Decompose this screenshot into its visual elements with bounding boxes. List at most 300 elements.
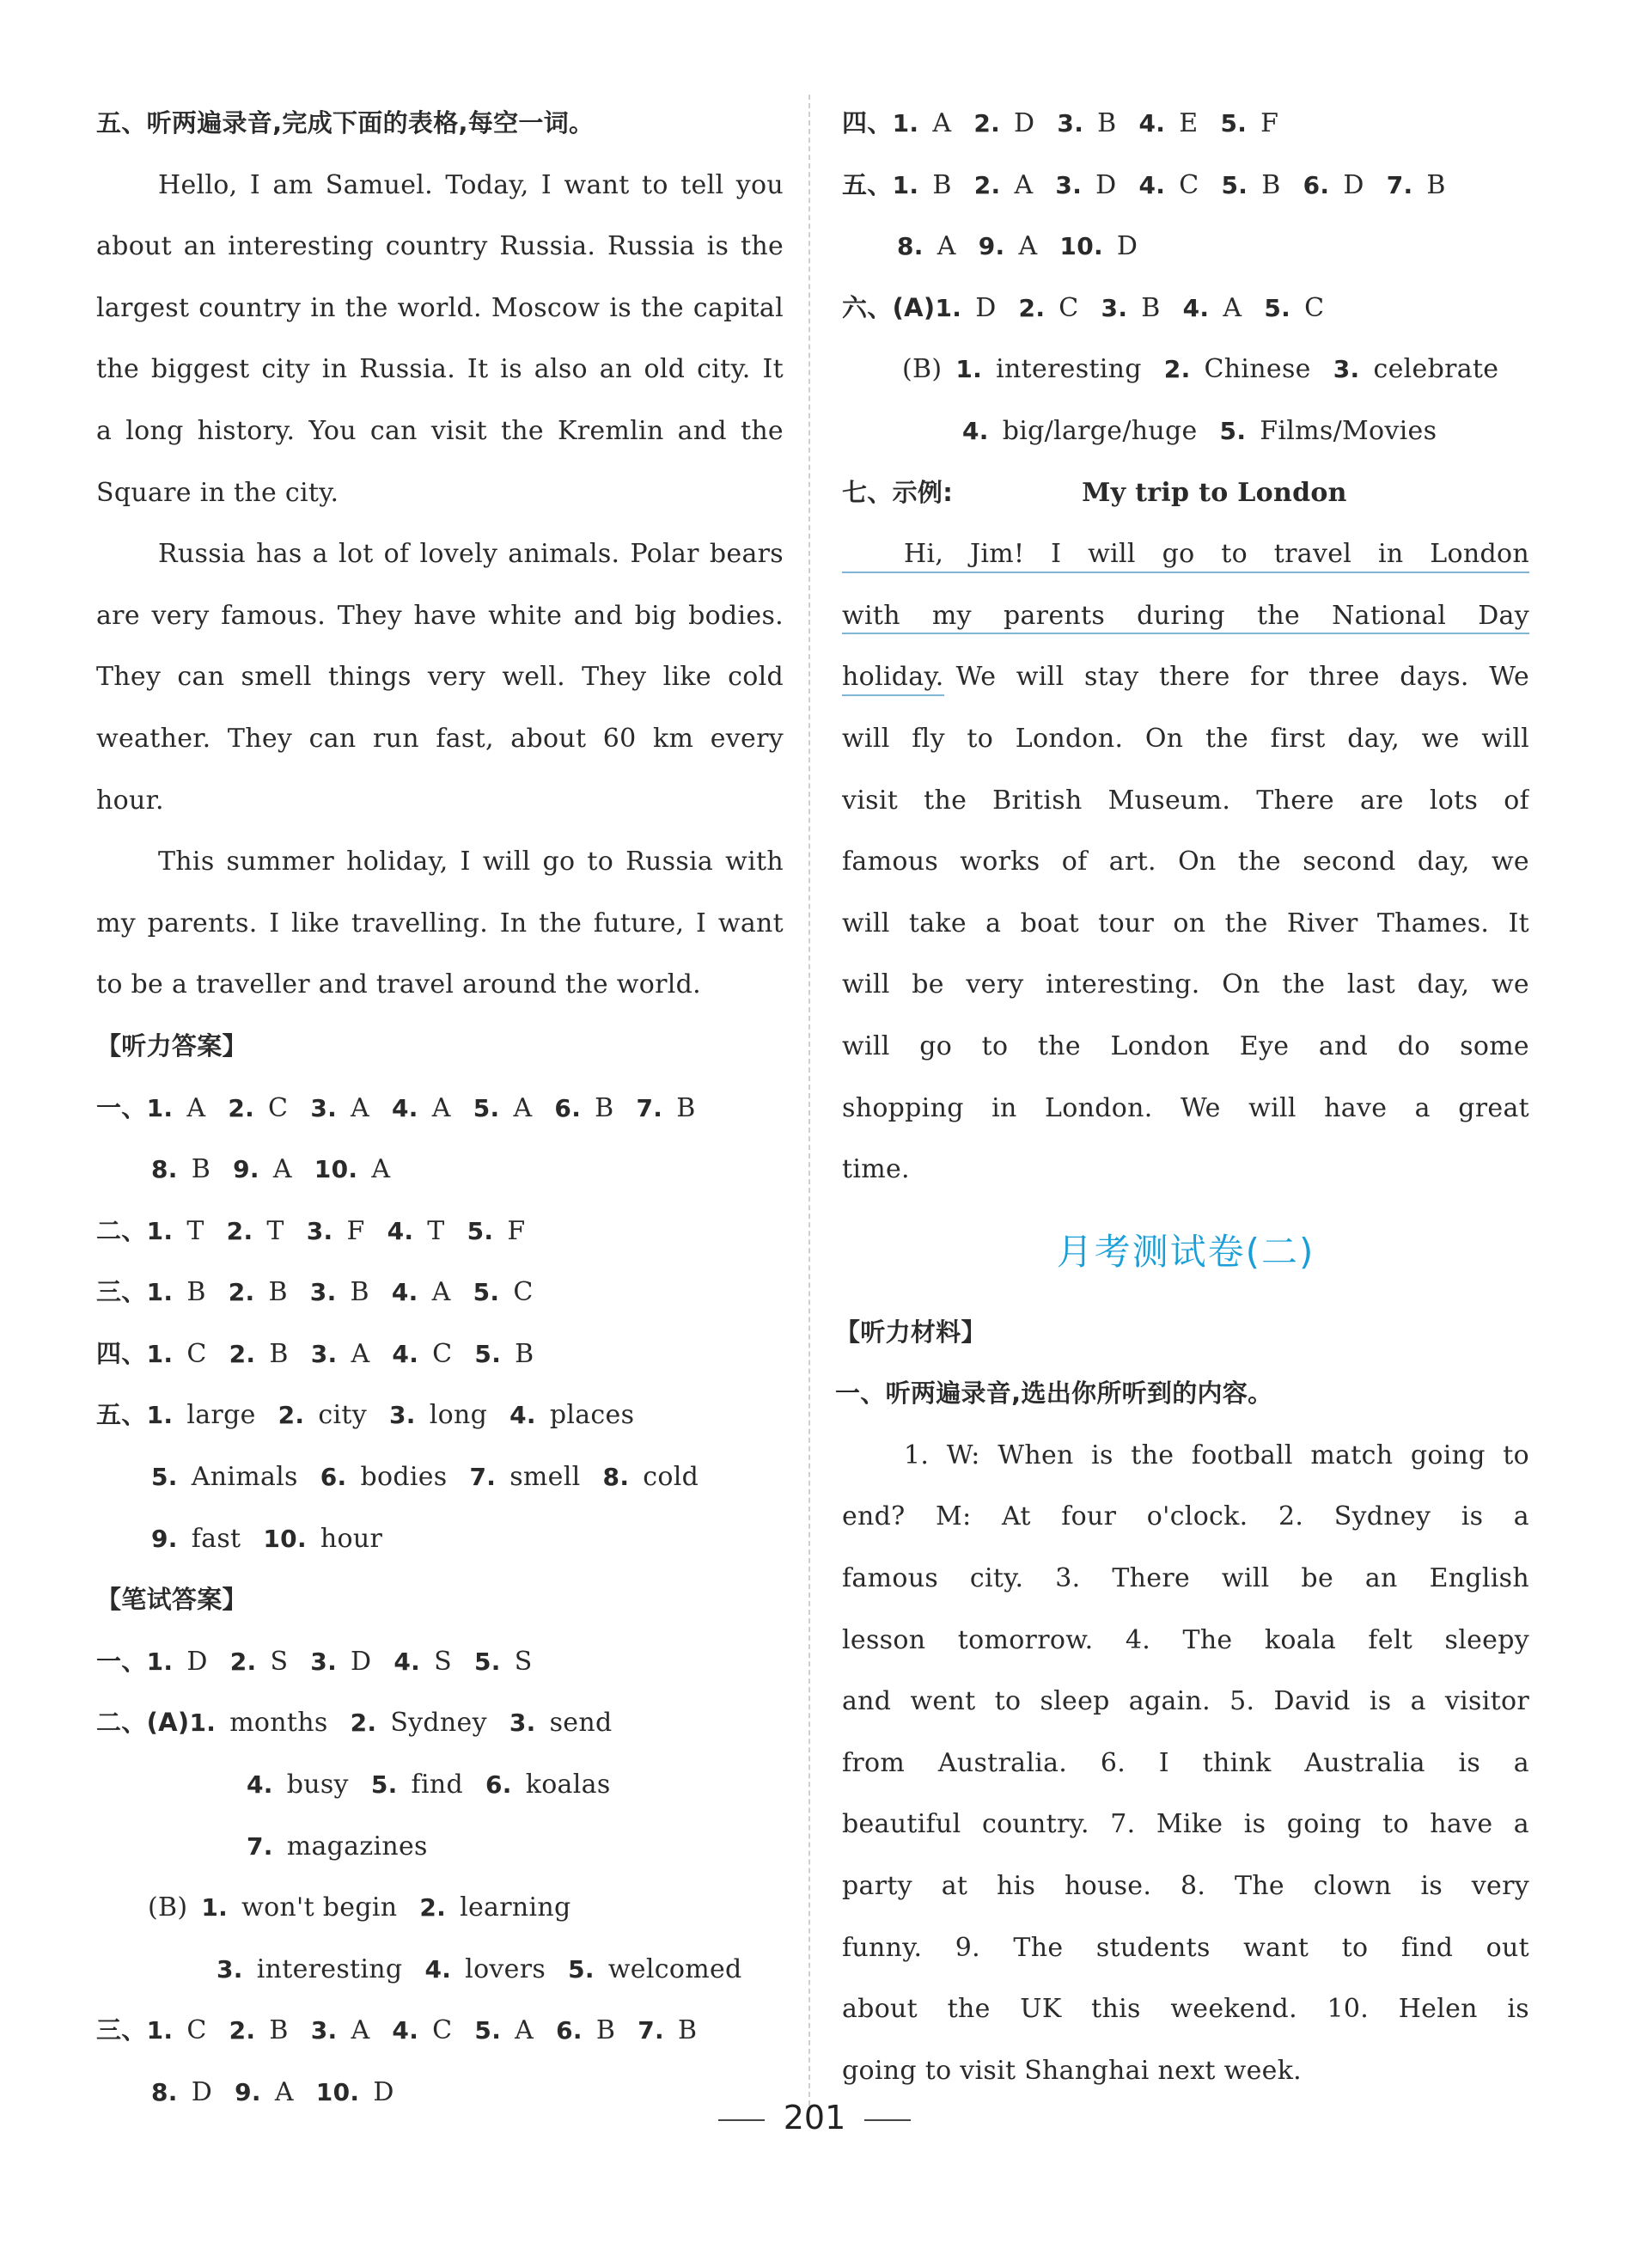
material-line: end? M: At four o'clock. 2. Sydney is a xyxy=(842,1501,1529,1532)
answer-number: 2. xyxy=(228,1278,255,1307)
answer-row-r6b-1 xyxy=(842,339,1529,400)
answer-item xyxy=(419,1892,570,1923)
essay-line: Hi, Jim! I will go to travel in London xyxy=(842,523,1529,585)
answer-item xyxy=(310,1647,371,1677)
answer-number: 2. xyxy=(1018,293,1046,322)
item-prefix: 三、 xyxy=(96,2015,147,2045)
page-number-dash xyxy=(864,2119,911,2121)
answer-value: B xyxy=(515,1338,534,1369)
answer-value: F xyxy=(507,1215,526,1246)
answer-value: A xyxy=(274,2077,294,2107)
answer-item xyxy=(151,1462,298,1492)
answer-item xyxy=(467,1216,526,1246)
answer-number: 1. xyxy=(146,1216,174,1245)
answer-number: 7. xyxy=(638,2016,664,2045)
answer-item xyxy=(147,1400,256,1430)
answer-row-la5-2 xyxy=(96,1446,784,1508)
answer-number: 1. xyxy=(955,355,983,384)
answer-value: A xyxy=(431,1277,451,1308)
answer-value: E xyxy=(1179,108,1199,138)
answer-item xyxy=(1059,231,1138,261)
answer-number: 3. xyxy=(1333,355,1360,384)
answer-value: Chinese xyxy=(1204,354,1311,385)
answer-value: B xyxy=(595,2015,616,2046)
passage-line: hour. xyxy=(96,785,164,816)
answer-value: D xyxy=(1014,108,1035,138)
answer-value: interesting xyxy=(996,354,1142,385)
answer-number: 2. xyxy=(973,109,1001,138)
passage-line: to be a traveller and travel around the world. xyxy=(96,969,701,1000)
answer-item xyxy=(1019,293,1079,323)
answer-item xyxy=(310,1277,369,1307)
answer-number: 5. xyxy=(1264,293,1291,322)
answer-item xyxy=(233,1154,292,1184)
item-prefix: (B) xyxy=(902,354,943,385)
answer-number: 2. xyxy=(973,170,1001,199)
answer-row-r6b-2 xyxy=(842,400,1529,462)
answer-item xyxy=(1055,170,1116,200)
answer-value: B xyxy=(595,1092,614,1123)
answer-value: A xyxy=(513,1092,533,1123)
answer-value: C xyxy=(268,1092,289,1123)
answer-number: 5. xyxy=(370,1770,398,1800)
material-line: lesson tomorrow. 4. The koala felt sleepy xyxy=(842,1624,1529,1655)
essay-line xyxy=(842,646,1529,708)
material-line: 1. W: When is the football match going to xyxy=(904,1440,1529,1470)
answer-value: lovers xyxy=(465,1953,546,1984)
answer-number: 3. xyxy=(309,1278,337,1307)
answer-item xyxy=(201,1892,397,1923)
answer-value: B xyxy=(1426,169,1446,200)
answer-number: 9. xyxy=(233,1155,259,1184)
answer-item xyxy=(470,1462,581,1492)
answer-item xyxy=(897,231,956,261)
answer-row-wa1 xyxy=(96,1631,784,1693)
item-prefix: 六、(A) xyxy=(842,292,936,322)
answer-value: C xyxy=(432,2015,453,2046)
answer-number: 1. xyxy=(146,1339,174,1368)
answer-item xyxy=(424,1954,546,1984)
answer-number: 7. xyxy=(1386,170,1413,199)
answer-item xyxy=(474,2015,534,2045)
answer-number: 5. xyxy=(474,1339,502,1368)
answer-item xyxy=(247,1831,428,1861)
passage-line: the biggest city in Russia. It is also an old city. It xyxy=(96,354,784,385)
passage-paragraph-1 xyxy=(96,155,784,524)
answer-number: 6. xyxy=(554,1093,582,1122)
answer-item xyxy=(307,1216,365,1246)
material-line: about the UK this weekend. 10. Helen is xyxy=(842,1994,1529,2025)
answer-item xyxy=(893,170,952,200)
answer-number: 4. xyxy=(394,1647,421,1676)
page-number-dash xyxy=(718,2119,765,2121)
answer-number: 10. xyxy=(314,1155,358,1184)
passage-paragraph-3 xyxy=(96,831,784,1016)
answer-row-la1-1 xyxy=(96,1078,784,1140)
answer-value: Animals xyxy=(191,1462,298,1493)
answer-value: D xyxy=(1116,231,1138,262)
answer-item xyxy=(955,354,1141,384)
section-title: 月考测试卷(二) xyxy=(1056,1230,1315,1273)
answer-item xyxy=(485,1770,611,1800)
answer-value: C xyxy=(1179,169,1199,200)
answer-value: Sydney xyxy=(390,1708,487,1739)
answer-item xyxy=(229,1277,288,1307)
answer-item xyxy=(227,1216,284,1246)
answer-value: F xyxy=(1260,108,1279,138)
answer-value: C xyxy=(186,2015,207,2046)
answer-value: C xyxy=(1304,292,1325,323)
answer-item xyxy=(392,2015,452,2045)
right-column xyxy=(835,93,1529,2101)
answer-value: D xyxy=(351,1646,372,1677)
answer-number: 8. xyxy=(602,1463,630,1492)
material-line: going to visit Shanghai next week. xyxy=(842,2055,1303,2086)
answer-value: S xyxy=(514,1646,533,1677)
answer-number: 3. xyxy=(310,1093,338,1122)
answer-item xyxy=(509,1708,613,1738)
material-line: funny. 9. The students want to find out xyxy=(842,1932,1529,1963)
answer-item xyxy=(1139,108,1199,138)
answer-value: F xyxy=(346,1215,365,1246)
material-line: party at his house. 8. The clown is very xyxy=(842,1871,1529,1902)
answer-item xyxy=(473,1093,533,1123)
passage-line: largest country in the world. Moscow is the capital xyxy=(96,292,784,323)
answer-value: B xyxy=(268,1277,288,1308)
answer-number: 2. xyxy=(278,1401,305,1430)
answer-value: hour xyxy=(320,1523,383,1554)
essay-line: will go to the London Eye and do some xyxy=(842,1030,1529,1061)
answer-value: bodies xyxy=(360,1462,448,1493)
answer-value: T xyxy=(266,1215,284,1246)
answer-item xyxy=(893,108,952,138)
answer-number: 2. xyxy=(229,2016,256,2045)
answer-value: A xyxy=(351,1338,370,1369)
answer-item xyxy=(392,1339,452,1369)
answer-item xyxy=(1183,293,1242,323)
answer-number: 2. xyxy=(350,1709,377,1738)
answer-number: 2. xyxy=(1163,355,1191,384)
answer-item xyxy=(310,1093,369,1123)
answer-item xyxy=(1303,170,1364,200)
answer-item xyxy=(974,170,1034,200)
answer-value: find xyxy=(411,1770,463,1800)
answer-item xyxy=(311,2015,370,2045)
answer-number: 9. xyxy=(235,2078,261,2106)
passage-line: weather. They can run fast, about 60 km every xyxy=(96,723,784,754)
answer-number: 1. xyxy=(146,1401,174,1430)
answer-number: 4. xyxy=(392,2016,419,2045)
answer-number: 1. xyxy=(146,2016,174,2045)
answer-value: D xyxy=(186,1646,208,1677)
listening-material-heading: 【听力材料】 xyxy=(835,1317,986,1347)
answer-value: busy xyxy=(286,1770,349,1800)
answer-value: magazines xyxy=(286,1831,428,1861)
answer-number: 1. xyxy=(146,1093,174,1122)
answer-value: C xyxy=(432,1338,453,1369)
answer-number: 8. xyxy=(151,1155,178,1184)
answer-row-wa3-1 xyxy=(96,2000,784,2062)
answer-value: A xyxy=(1018,231,1038,262)
answer-row-la5-1 xyxy=(96,1385,784,1446)
answer-item xyxy=(554,1093,613,1123)
answer-value: places xyxy=(549,1400,635,1431)
item-prefix: 四、 xyxy=(842,108,893,138)
answer-item xyxy=(147,1093,206,1123)
answer-number: 4. xyxy=(392,1093,418,1122)
answer-value: months xyxy=(229,1708,328,1739)
answer-item xyxy=(371,1770,463,1800)
answer-value: C xyxy=(1059,292,1079,323)
answer-item xyxy=(1222,170,1281,200)
answer-value: A xyxy=(351,1092,370,1123)
item-prefix: 三、 xyxy=(96,1277,147,1307)
answer-number: 1. xyxy=(189,1709,217,1738)
answer-item xyxy=(979,231,1038,261)
answer-number: 2. xyxy=(229,1339,256,1368)
answer-number: 3. xyxy=(1057,109,1084,138)
listening-material-text xyxy=(842,1425,1529,2102)
answer-number: 7. xyxy=(636,1093,663,1122)
answer-item xyxy=(151,1154,210,1184)
answer-row-r5-1 xyxy=(842,155,1529,217)
answer-number: 4. xyxy=(391,1278,418,1307)
answer-number: 1. xyxy=(146,1647,174,1676)
answer-item xyxy=(1101,293,1161,323)
answer-row-r4 xyxy=(842,93,1529,155)
answer-value: learning xyxy=(460,1892,571,1923)
listening-section5-heading: 五、听两遍录音,完成下面的表格,每空一词。 xyxy=(96,108,595,138)
answer-item xyxy=(387,1216,445,1246)
essay-title: My trip to London xyxy=(1082,477,1347,508)
answer-value: S xyxy=(270,1646,289,1677)
answer-number: 7. xyxy=(247,1831,273,1861)
answer-item xyxy=(568,1954,741,1984)
answer-value: B xyxy=(1141,292,1161,323)
answer-number: 5. xyxy=(1219,416,1247,445)
answer-item xyxy=(962,416,1198,446)
answer-item xyxy=(474,1647,533,1677)
answer-value: cold xyxy=(643,1462,699,1493)
answer-item xyxy=(263,1524,382,1554)
answer-number: 3. xyxy=(388,1401,416,1430)
answer-item xyxy=(147,1647,208,1677)
answer-item xyxy=(151,1524,241,1554)
answer-value: large xyxy=(186,1400,256,1431)
answer-row-wa2a-3 xyxy=(96,1816,784,1878)
answer-value: T xyxy=(186,1215,204,1246)
answer-value: D xyxy=(373,2077,394,2107)
answer-item xyxy=(638,2015,697,2045)
answer-value: send xyxy=(549,1708,613,1739)
answer-item xyxy=(147,2015,207,2045)
answer-number: 10. xyxy=(315,2078,360,2106)
answer-item xyxy=(1220,416,1437,446)
answer-number: 6. xyxy=(485,1770,512,1800)
answer-number: 2. xyxy=(419,1893,447,1923)
item-prefix: 四、 xyxy=(96,1338,147,1368)
answer-item xyxy=(314,1154,390,1184)
answer-row-la2 xyxy=(96,1201,784,1262)
answer-number: 4. xyxy=(962,416,989,445)
answer-item xyxy=(217,1954,402,1984)
item-prefix: 二、 xyxy=(96,1215,147,1245)
answer-value: B xyxy=(932,169,952,200)
answer-value: A xyxy=(272,1154,292,1185)
answer-number: 3. xyxy=(1055,170,1083,199)
answer-number: 1. xyxy=(935,293,962,322)
answer-value: D xyxy=(975,292,997,323)
answer-number: 4. xyxy=(424,1954,452,1984)
answer-number: 9. xyxy=(978,232,1005,261)
answer-value: B xyxy=(186,1277,206,1308)
answer-item xyxy=(392,1093,451,1123)
answer-item xyxy=(228,1093,288,1123)
listening-material-section1-heading: 一、听两遍录音,选出你所听到的内容。 xyxy=(835,1379,1273,1409)
answer-item xyxy=(392,1277,451,1307)
answer-item xyxy=(973,108,1034,138)
sample-essay xyxy=(842,523,1529,1201)
answer-value: koalas xyxy=(525,1770,611,1800)
answer-value: won't begin xyxy=(241,1892,398,1923)
answer-number: 3. xyxy=(509,1709,536,1738)
essay-heading-row xyxy=(842,462,1529,524)
answer-number: 5. xyxy=(474,2016,502,2045)
passage-line: my parents. I like travelling. In the future, I want xyxy=(96,908,784,938)
answer-row-wa2b-2 xyxy=(96,1939,784,2001)
answer-value: C xyxy=(186,1338,207,1369)
passage-line: Square in the city. xyxy=(96,477,339,508)
answer-item xyxy=(603,1462,699,1492)
answer-value: A xyxy=(371,1154,391,1185)
answer-value: B xyxy=(677,2015,698,2046)
answer-number: 7. xyxy=(469,1463,497,1492)
answer-value: B xyxy=(1097,108,1117,138)
answer-number: 3. xyxy=(310,1339,338,1368)
answer-item xyxy=(389,1400,487,1430)
answer-value: A xyxy=(351,2015,370,2046)
page-number xyxy=(0,2099,1629,2137)
answer-value: big/large/huge xyxy=(1002,415,1198,446)
answer-number: 1. xyxy=(146,1278,174,1307)
answer-item xyxy=(1220,108,1278,138)
answer-number: 5. xyxy=(1221,170,1248,199)
answer-value: D xyxy=(1343,169,1364,200)
answer-number: 4. xyxy=(392,1339,419,1368)
answer-value: A xyxy=(932,108,952,138)
material-line: and went to sleep again. 5. David is a visitor xyxy=(842,1686,1529,1717)
answer-item xyxy=(1057,108,1116,138)
answer-number: 5. xyxy=(1220,109,1248,138)
answer-value: city xyxy=(318,1400,367,1431)
answer-number: 4. xyxy=(387,1216,414,1245)
passage-line: about an interesting country Russia. Russia is the xyxy=(96,231,784,262)
essay-line: will be very interesting. On the last day, we xyxy=(842,969,1529,1000)
answer-number: 5. xyxy=(151,1463,178,1492)
answer-number: 1. xyxy=(201,1893,229,1923)
answer-number: 8. xyxy=(897,232,924,261)
item-prefix: 五、 xyxy=(842,169,893,199)
answer-item xyxy=(311,1339,370,1369)
answer-value: fast xyxy=(191,1523,241,1554)
passage-line: They can smell things very well. They like cold xyxy=(96,662,784,693)
left-column xyxy=(96,93,784,2124)
answer-value: B xyxy=(676,1092,696,1123)
answer-value: A xyxy=(186,1092,206,1123)
answer-number: 1. xyxy=(892,109,919,138)
answer-value: D xyxy=(1095,169,1117,200)
answer-number: 3. xyxy=(310,2016,338,2045)
answer-value: S xyxy=(434,1646,452,1677)
material-line: famous city. 3. There will be an English xyxy=(842,1563,1529,1594)
answer-value: interesting xyxy=(256,1953,403,1984)
answer-value: B xyxy=(350,1277,369,1308)
essay-line: will take a boat tour on the River Thames. It xyxy=(842,908,1529,938)
answer-item xyxy=(394,1647,452,1677)
answer-item xyxy=(1333,354,1499,384)
item-prefix: 二、(A) xyxy=(96,1708,190,1738)
answer-row-la1-2 xyxy=(96,1139,784,1201)
answer-row-wa2b-1 xyxy=(96,1877,784,1939)
answer-value: celebrate xyxy=(1373,354,1499,385)
answer-value: smell xyxy=(509,1462,581,1493)
answer-value: B xyxy=(1261,169,1281,200)
answer-item xyxy=(637,1093,696,1123)
answer-value: A xyxy=(515,2015,534,2046)
answer-value: T xyxy=(427,1215,445,1246)
item-prefix: 七、示例: xyxy=(842,477,954,507)
answer-item xyxy=(147,1339,207,1369)
answer-number: 5. xyxy=(473,1647,501,1676)
material-line: beautiful country. 7. Mike is going to have a xyxy=(842,1809,1529,1840)
answer-value: long xyxy=(429,1400,488,1431)
answer-row-wa2a-1 xyxy=(96,1692,784,1754)
answer-item xyxy=(247,1770,349,1800)
column-divider xyxy=(808,95,810,2106)
answer-number: 3. xyxy=(310,1647,338,1676)
answer-value: B xyxy=(269,1338,289,1369)
answer-row-la4 xyxy=(96,1324,784,1385)
item-prefix: 一、 xyxy=(96,1646,147,1676)
answer-number: 4. xyxy=(1138,109,1166,138)
essay-line: shopping in London. We will have a great xyxy=(842,1092,1529,1123)
answer-number: 6. xyxy=(1303,170,1330,199)
answer-item xyxy=(147,1216,204,1246)
essay-line: visit the British Museum. There are lots of xyxy=(842,785,1529,816)
answer-value: A xyxy=(1223,292,1242,323)
answer-item xyxy=(230,1647,289,1677)
answer-item xyxy=(189,1708,327,1738)
answer-item xyxy=(229,1339,289,1369)
answer-number: 2. xyxy=(228,1093,255,1122)
answer-value: D xyxy=(191,2077,213,2107)
passage-line: Hello, I am Samuel. Today, I want to tell you xyxy=(158,169,784,200)
answer-item xyxy=(1387,170,1446,200)
answer-item xyxy=(473,1277,534,1307)
answer-item xyxy=(229,2015,289,2045)
answer-row-la5-3 xyxy=(96,1508,784,1570)
listening-answers-heading: 【听力答案】 xyxy=(96,1030,247,1061)
answer-item xyxy=(147,1277,206,1307)
passage-line: are very famous. They have white and big bodies. xyxy=(96,600,784,631)
answer-number: 4. xyxy=(1138,170,1166,199)
answer-value: C xyxy=(513,1277,534,1308)
passage-line: Russia has a lot of lovely animals. Polar bears xyxy=(158,539,784,570)
answer-value: Films/Movies xyxy=(1260,415,1437,446)
answer-item xyxy=(351,1708,487,1738)
answer-value: A xyxy=(1014,169,1034,200)
answer-number: 9. xyxy=(151,1524,178,1553)
